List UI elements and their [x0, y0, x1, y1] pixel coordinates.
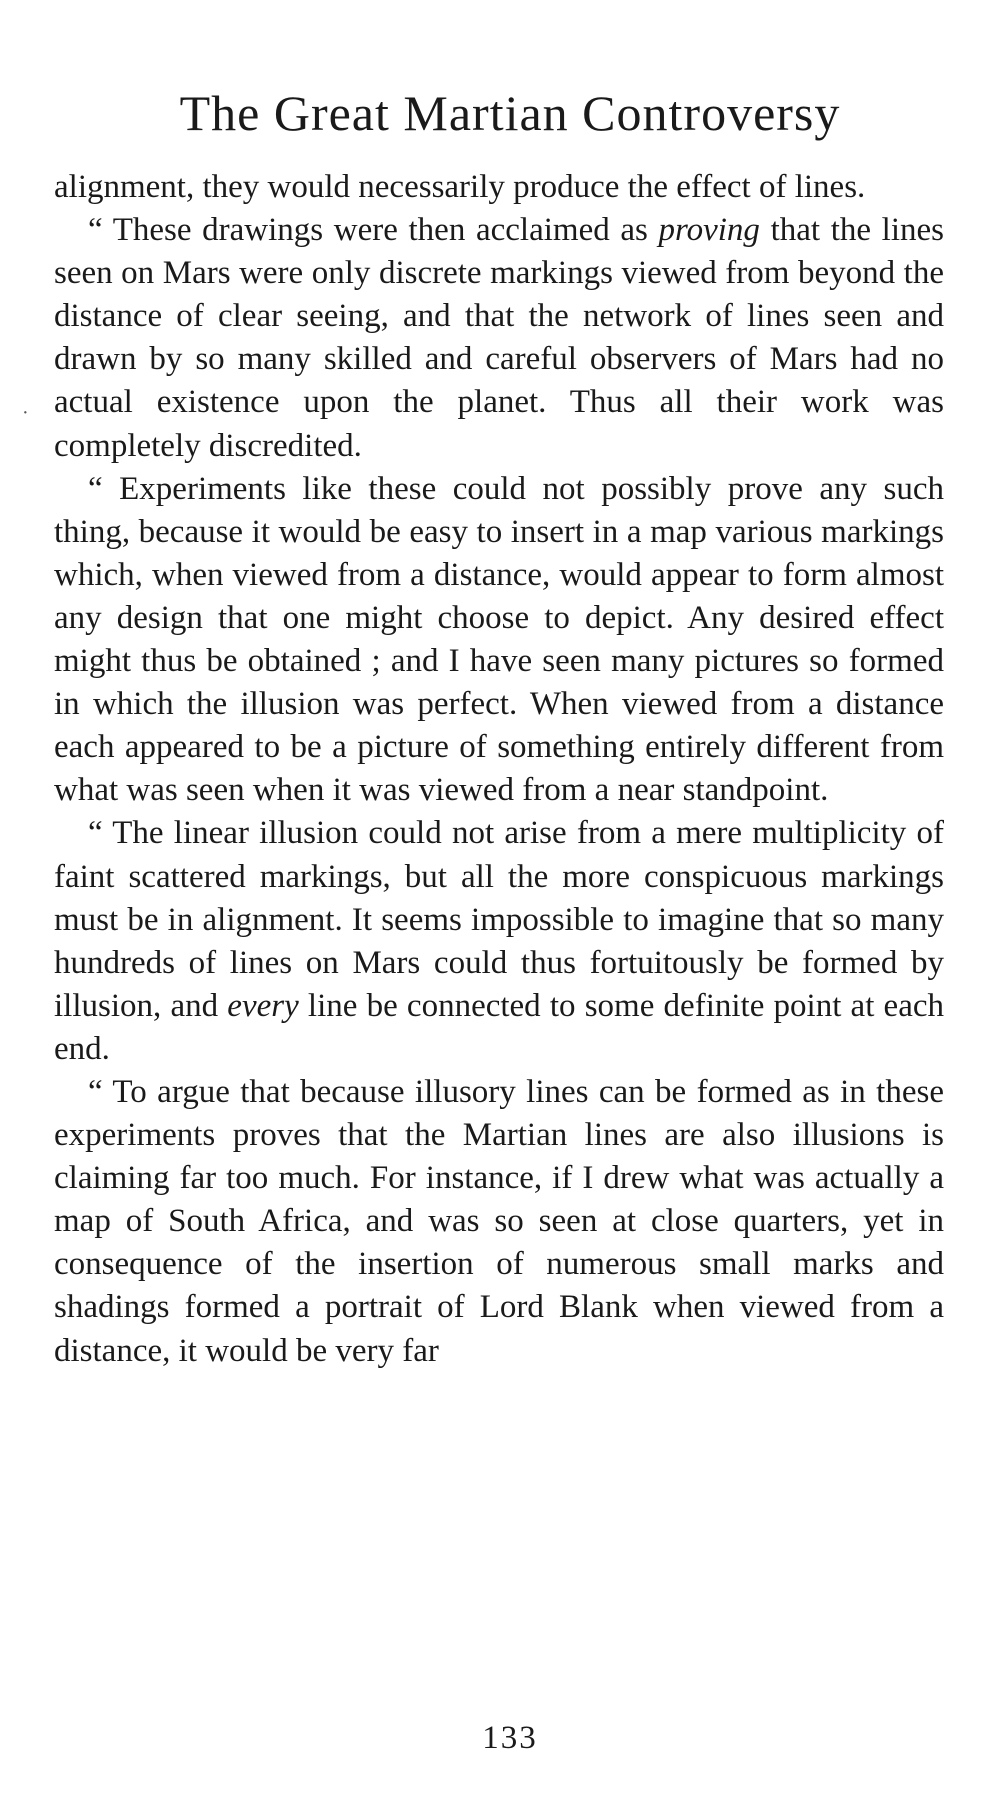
- text-run: “ To argue that because illusory lines can be formed as in these experiments proves that the Martian lines are also illusions is claiming far too much. For instance, if I drew what was actually a map of South Africa, and was so seen at close quarters, yet in consequence of the insertion of numerous small marks and shadings formed a portrait of Lord Blank when viewed from a distance, it would be very far: [54, 1073, 944, 1369]
- paragraph: [54, 812, 944, 1071]
- text-run: alignment, they would necessarily produce the effect of lines.: [54, 169, 866, 205]
- paragraph: [54, 209, 944, 468]
- text-run: “ These drawings were then acclaimed as: [88, 212, 659, 249]
- body-text: [54, 166, 944, 1373]
- text-run: “ Experiments like these could not possibly prove any such thing, because it would be easy to insert in a map various markings which, when viewed from a distance, would appear to form almost any design that one might choose to depict. Any desired effect might thus be obtained ; and I have seen many pictures so formed in which the illusion was perfect. When viewed from a distance each appeared to be a picture of something entirely different from what was seen when it was viewed from a near standpoint.: [54, 470, 944, 809]
- text-run: “ The linear illusion could not arise from a mere multiplicity of faint scattered markings, but all the more conspicuous markings must be in alignment. It seems impossible to imagine that so many hundreds of lines on Mars could thus fortuitously be formed by illusion, and: [54, 815, 944, 1024]
- text-run: line be connected to some definite point at each end.: [54, 987, 944, 1067]
- italic-emphasis: proving: [658, 212, 760, 249]
- running-head: The Great Martian Controversy: [179, 85, 841, 141]
- margin-mark: ·: [22, 402, 29, 424]
- text-run: that the lines seen on Mars were only discrete markings viewed from beyond the distance of clear seeing, and that the network of lines seen and drawn by so many skilled and careful observers of Mars had no actual existence upon the planet. Thus all their work was completely discredited.: [54, 212, 944, 464]
- paragraph: [54, 166, 944, 209]
- paragraph: [54, 468, 944, 813]
- paragraph: [54, 1071, 944, 1373]
- page-number: 133: [482, 1720, 538, 1756]
- italic-emphasis: every: [227, 987, 299, 1024]
